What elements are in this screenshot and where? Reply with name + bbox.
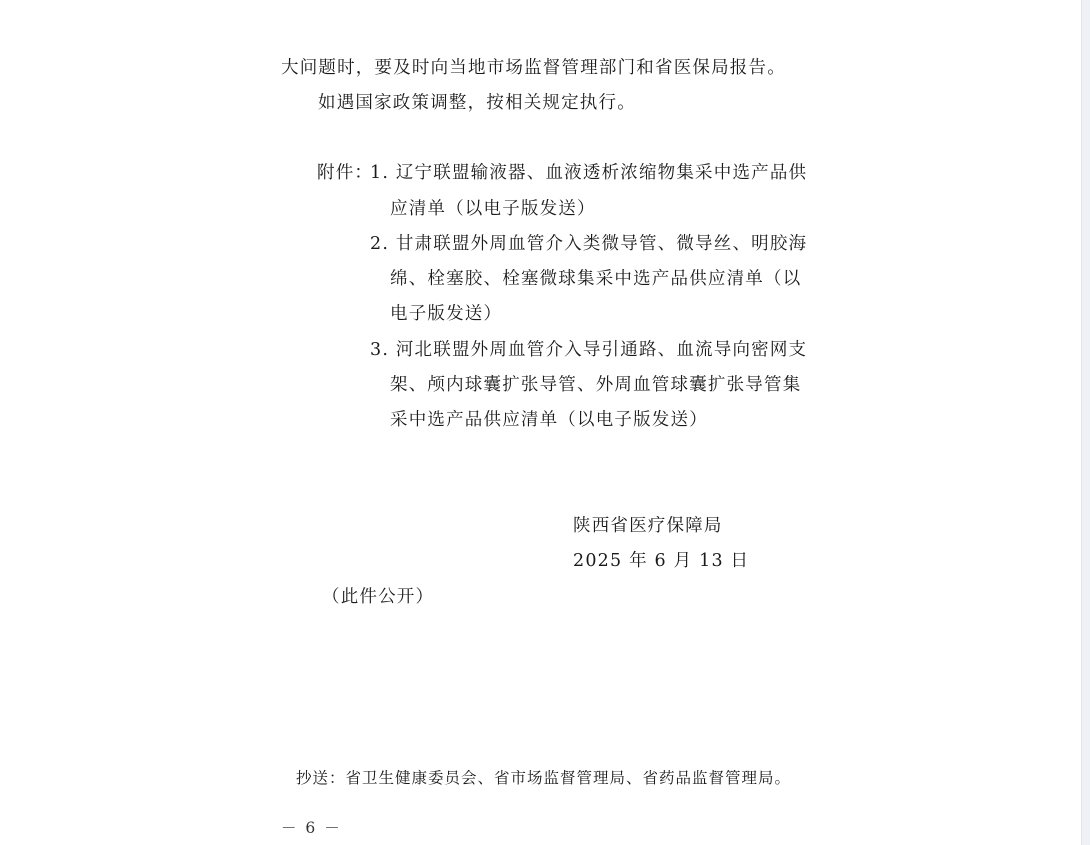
attachment-1-line-1: 1. 辽宁联盟输液器、血液透析浓缩物集采中选产品供	[370, 163, 808, 183]
attachment-2-line-1: 2. 甘肃联盟外周血管介入类微导管、微导丝、明胶海	[370, 234, 808, 254]
attachment-3-line-3: 采中选产品供应清单（以电子版发送）	[390, 410, 708, 430]
body-paragraph-1: 大问题时，要及时向当地市场监督管理部门和省医保局报告。	[281, 58, 786, 78]
attachment-2-line-2: 绵、栓塞胶、栓塞微球集采中选产品供应清单（以	[390, 269, 802, 289]
vertical-scrollbar[interactable]	[1081, 0, 1090, 845]
body-paragraph-2: 如遇国家政策调整，按相关规定执行。	[318, 93, 636, 113]
carbon-copy-line: 抄送：省卫生健康委员会、省市场监督管理局、省药品监督管理局。	[296, 769, 792, 787]
page-number: － 6 －	[281, 819, 342, 837]
attachment-2-line-3: 电子版发送）	[390, 304, 503, 324]
attachment-3-line-2: 架、颅内球囊扩张导管、外周血管球囊扩张导管集	[390, 375, 802, 395]
attachment-1-line-2: 应清单（以电子版发送）	[390, 199, 596, 219]
attachment-3-line-1: 3. 河北联盟外周血管介入导引通路、血流导向密网支	[370, 340, 808, 360]
attachments-label: 附件：	[317, 163, 374, 183]
disclosure-note: （此件公开）	[322, 587, 435, 607]
signature-date: 2025 年 6 月 13 日	[573, 551, 750, 571]
signature-organization: 陕西省医疗保障局	[573, 516, 723, 536]
